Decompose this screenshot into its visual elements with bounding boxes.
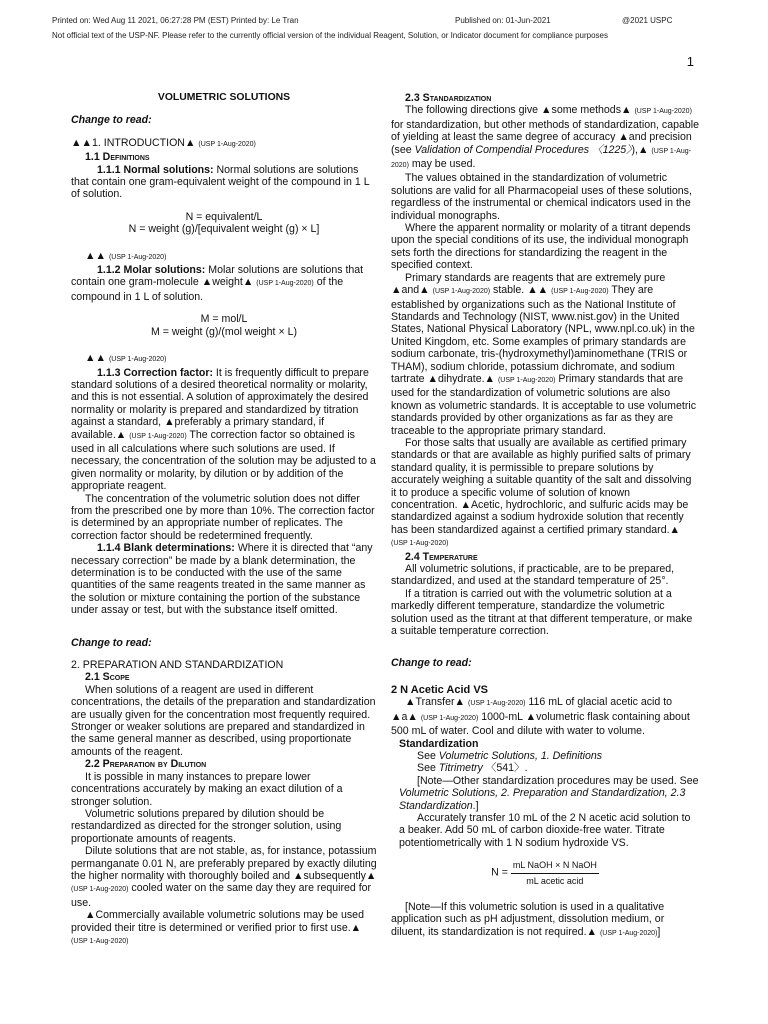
formula-denominator: mL acetic acid: [526, 875, 584, 886]
usp-date: (USP 1-Aug-2020): [497, 376, 556, 384]
intro-heading: ▲▲1. INTRODUCTION▲: [71, 136, 196, 149]
note-text: [Note—Other standardization procedures may be used. See: [417, 774, 699, 787]
standardization-paragraph-2: The values obtained in the standardization of volumetric solutions are valid for all Pharmacopeial uses of these solutions, regardless of the instrumental or chemical indicators used in the individual monographs.: [391, 172, 692, 222]
note-qualitative-use: [391, 901, 699, 940]
usp-date: (USP 1-Aug-2020): [391, 147, 691, 170]
acetic-acid-preparation: [391, 696, 699, 737]
blank-determinations-label: 1.1.4 Blank determinations:: [97, 542, 235, 555]
primary-text-4: Primary standards that are used for the standardization of volumetric solutions are also known as volumetric standards. It is acceptable to use volumetric standards provided by other organizations as far as they are traceable to the appropriate primary standard.: [391, 372, 697, 437]
standardization-reference: Volumetric Solutions, 2. Preparation and Standardization, 2.3 Standardization: [399, 787, 686, 812]
change-notice: Change to read:: [71, 114, 152, 127]
acetic-acid-heading: 2 N Acetic Acid VS: [391, 683, 488, 696]
usp-date: (USP 1-Aug-2020): [467, 700, 526, 708]
dilution-text: Dilute solutions that are not stable, as, for instance, potassium permanganate 0.01 N, are preferably prepared by exactly diluting the higher normality with thoroughly boiled and: [71, 845, 377, 882]
usp-date: (USP 1-Aug-2020): [71, 886, 129, 894]
right-column: [391, 92, 699, 940]
validation-reference: Validation of Compendial Procedures 〈1225〉: [414, 143, 632, 156]
usp-date: (USP 1-Aug-2020): [108, 253, 167, 261]
page-number: 1: [686, 54, 694, 69]
molar-text: Molar solutions are solutions that contain one gram-molecule: [71, 264, 364, 289]
usp-date: (USP 1-Aug-2020): [71, 937, 129, 945]
prep-text-2: 1000-mL: [478, 710, 526, 723]
deletion-mark: [71, 250, 377, 264]
note-end: ]: [657, 925, 661, 938]
prep-text: 116 mL of glacial acetic acid to: [525, 696, 673, 709]
usp-date: (USP 1-Aug-2020): [634, 108, 692, 116]
temperature-paragraph-2: If a titration is carried out with the volumetric solution at a markedly different temperature, standardize the volumetric solution used as the titrant at that different temperature, or make a suitable temperature correction.: [391, 587, 693, 638]
titration-procedure: Accurately transfer 10 mL of the 2 N acetic acid solution to a beaker. Add 50 mL of carbon dioxide-free water. Titrate potentiometrically with 1 N sodium hydroxide VS.: [399, 811, 691, 849]
correction-revision: ▲preferably a primary standard, if available.▲: [71, 416, 325, 441]
dilution-paragraph-1: It is possible in many instances to prepare lower concentrations accurately by making an exact dilution of a stronger solution.: [71, 770, 343, 808]
section-2-4-heading: 2.4 Temperature: [405, 550, 478, 563]
primary-text-2: stable.: [490, 284, 528, 297]
temperature-paragraph-1: All volumetric solutions, if practicable, are to be prepared, standardized, and used at the standard temperature of 25°.: [391, 563, 675, 588]
precision-revision: ▲and precision (see: [391, 131, 692, 156]
change-notice: Change to read:: [391, 657, 472, 670]
section-2-2-heading: 2.2 Preparation by Dilution: [85, 758, 207, 771]
std-text: The following directions give: [405, 104, 542, 117]
usp-date: (USP 1-Aug-2020): [108, 356, 167, 364]
triangle-marks: ▲▲: [85, 352, 106, 365]
triangle-marks: ▲▲: [527, 284, 549, 297]
usp-date: (USP 1-Aug-2020): [599, 929, 658, 937]
usp-date: (USP 1-Aug-2020): [391, 540, 449, 548]
page-title: VOLUMETRIC SOLUTIONS: [157, 92, 291, 103]
section-2-3-heading: 2.3 Standardization: [405, 92, 492, 104]
correction-factor-paragraph: [71, 367, 377, 493]
normal-solutions-paragraph: [71, 164, 377, 201]
published-date: Published on: 01-Jun-2021: [455, 16, 551, 25]
usp-date: (USP 1-Aug-2020): [129, 432, 187, 440]
see-definitions: [391, 750, 699, 762]
dilution-paragraph-2: Volumetric solutions prepared by dilution should be restandardized as directed for the stronger solution, using proportionate amounts of reagents.: [71, 807, 342, 845]
equation-normality-2: N = weight (g)/[equivalent weight (g) × L]: [128, 223, 320, 236]
standardization-paragraph-3: Where the apparent normality or molarity of a titrant depends upon the special conditions of its use, the individual monograph sets forth the directions for standardizing the reagent in the specified context.: [391, 222, 691, 272]
blank-determinations-paragraph: [71, 542, 377, 616]
commercial-text: ▲Commercially available volumetric solutions may be used provided their titre is determined or verified prior to first use.▲: [71, 909, 364, 934]
note-text: [Note—If this volumetric solution is used in a qualitative application such as pH adjustment, dissolution medium, or diluent, its standardization is not required.▲: [391, 900, 665, 938]
section-2-1-heading: 2.1 Scope: [85, 671, 130, 684]
correction-factor-label: 1.1.3 Correction factor:: [97, 366, 213, 379]
standardization-subheading: Standardization: [399, 737, 479, 750]
section-1-heading: [71, 137, 377, 151]
official-notice: Not official text of the USP-NF. Please refer to the currently official version of the individual Reagent, Solution, or Indicator document for compliance purposes: [52, 31, 608, 40]
usp-date: (USP 1-Aug-2020): [198, 140, 256, 148]
usp-date: (USP 1-Aug-2020): [551, 288, 609, 296]
formula-numerator: mL NaOH × N NaOH: [511, 859, 599, 873]
std-text-4: may be used.: [408, 158, 476, 171]
subsequently-revision: ▲subsequently▲: [293, 869, 377, 882]
note-end: .]: [472, 799, 479, 812]
molar-solutions-label: 1.1.2 Molar solutions:: [97, 264, 206, 277]
section-1-1-heading: 1.1 Definitions: [85, 151, 150, 164]
see-text: See: [417, 762, 439, 775]
titrimetry-reference: Titrimetry: [438, 762, 483, 775]
definitions-reference: Volumetric Solutions, 1. Definitions: [438, 749, 603, 762]
print-info: Printed on: Wed Aug 11 2021, 06:27:28 PM (EST) Printed by: Le Tran: [52, 16, 299, 25]
transfer-revision: ▲Transfer▲: [405, 696, 466, 709]
dilution-text-end: cooled water on the same day they are required for use.: [71, 882, 372, 909]
dihydrate-revision: ▲dihydrate.▲: [427, 372, 496, 385]
change-notice: Change to read:: [71, 636, 152, 649]
primary-standards-paragraph: [391, 272, 699, 437]
standardization-paragraph-1: [391, 104, 699, 172]
primary-text-3: They are established by organizations such as the National Institute of Standards and Technology (NIST, www.nist.gov) in the United States, National Physical Laboratory (NPL, www.npl.co.uk) in the United Kingdom, etc. Some examples of primary standards are sodium carbonate, tris-(hydroxymethyl)aminomethane (TRIS or THAM), sodium chloride, potassium dichromate, and sodium tartrate: [391, 284, 695, 385]
formula-lhs: N =: [491, 866, 508, 879]
chapter-number: 〈541〉.: [482, 762, 528, 775]
section-2-heading: 2. PREPARATION AND STANDARDIZATION: [71, 659, 284, 672]
concentration-paragraph: The concentration of the volumetric solution does not differ from the prescribed one by more than 10%. The correction factor is determined by an appropriate number of replicates. The correction factor should be redetermined frequently.: [71, 492, 375, 542]
blank-text: Where it is directed that “any necessary correction” be made by a blank determination, the determination is to be conducted with the use of the same quantities of the same reagents treated in the same manner as the solution or mixture containing the portion of the substance under assay or test, but with the substance itself omitted.: [71, 542, 373, 617]
normal-solutions-label: 1.1.1 Normal solutions:: [97, 163, 214, 176]
triangle-marks: ▲▲: [85, 249, 106, 262]
primary-text: Primary standards are reagents that are extremely pure: [405, 271, 666, 284]
equation-molarity-2: M = weight (g)/(mol weight × L): [150, 325, 297, 338]
usp-date: (USP 1-Aug-2020): [256, 280, 314, 288]
and-revision: ▲and▲: [391, 284, 430, 297]
normality-formula: [391, 859, 699, 887]
molar-weight-revision: ▲weight▲: [201, 276, 254, 289]
scope-paragraph: When solutions of a reagent are used in different concentrations, the details of the preparation and standardization are usually given for the concentration most frequently required. Stronger or weaker solutions are prepared and standardized in the same general manner as described, using proportionate amounts of the reagent.: [71, 683, 376, 758]
molar-text-end: of the compound in 1 L of solution.: [71, 276, 344, 303]
usp-date: (USP 1-Aug-2020): [432, 288, 491, 296]
certified-salts-paragraph: [391, 437, 699, 551]
deletion-mark: [71, 352, 377, 366]
a-revision: ▲a▲: [391, 710, 418, 723]
note-other-procedures: [391, 775, 699, 812]
left-column: [71, 92, 377, 948]
correction-text: It is frequently difficult to prepare standard solutions of a desired theoretical normality or molarity, and this is not essential. A solution of approximately the desired normality or molarity is prepared and standardized by titration against a standard,: [71, 366, 369, 429]
some-methods-revision: ▲some methods▲: [541, 104, 632, 117]
normal-solutions-text: Normal solutions are solutions that contain one gram-equivalent weight of the compound in 1 L of solution.: [71, 163, 370, 201]
commercial-paragraph: [71, 909, 377, 948]
dilution-paragraph-3: [71, 845, 377, 909]
molar-solutions-paragraph: [71, 264, 377, 303]
std-text-2: for standardization, but other methods of standardization, capable of yielding at least the same degree of accuracy: [391, 118, 699, 144]
flask-revision: ▲volumetric flask containing about 500 mL of water. Cool and dilute with water to volume.: [391, 710, 690, 738]
usp-date: (USP 1-Aug-2020): [420, 714, 479, 722]
see-titrimetry: [391, 762, 699, 774]
copyright: @2021 USPC: [622, 16, 673, 25]
std-text-3: ),▲: [631, 143, 649, 156]
formula-fraction: [511, 859, 599, 887]
equation-normality-1: N = equivalent/L: [185, 210, 263, 223]
see-text: See: [417, 749, 439, 762]
salts-text: For those salts that usually are available as certified primary standards or that are available as highly purified salts of primary standard quality, it is permissible to prepare solutions by accurately weighing a suitable quantity of the salt and dissolving it to produce a specific volume of solution of known concentration.: [391, 436, 692, 511]
correction-text-end: The correction factor so obtained is used in all calculations where such solutions are used. If necessary, the concentration of the solution may be adjusted to a given normality or molarity, by dilution or by addition of the appropriate reagent.: [71, 428, 376, 493]
acids-revision: ▲Acetic, hydrochloric, and sulfuric acids may be standardized against a sodium hydroxide solution that recently has been standardized against a certified primary standard.▲: [391, 499, 689, 536]
equation-molarity-1: M = mol/L: [200, 313, 248, 326]
